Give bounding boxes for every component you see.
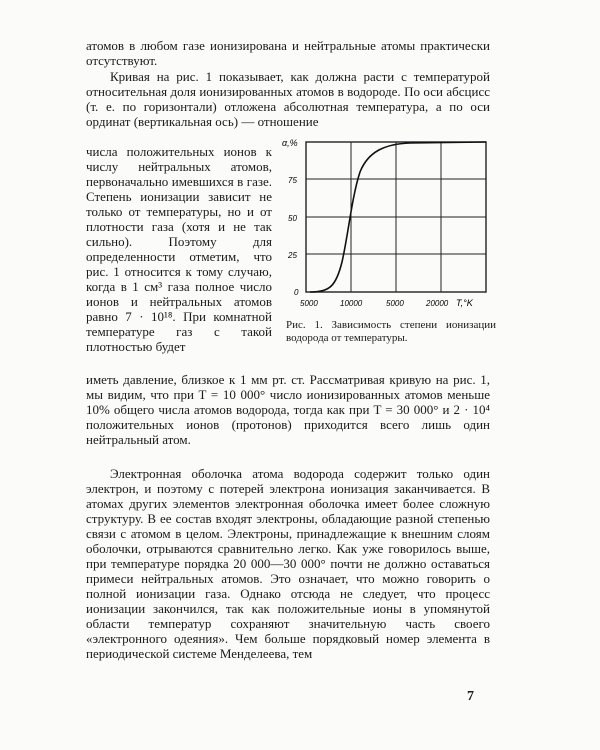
y-axis-label: α,% (282, 138, 298, 148)
paragraph-curve-conclusion: иметь давление, близкое к 1 мм рт. ст. Рассматривая кривую на рис. 1, мы видим, что при T = 10 000° число ионизированных атомов меньше 10% общего числа атомов водорода, тогда как при T = 30 000° и 2 · 10⁴ положительных ионов (протонов) приходится всего лишь один нейтральный атом. (86, 372, 490, 447)
y-tick-label: 75 (288, 176, 297, 185)
ionization-figure (280, 136, 496, 316)
paragraph-curve-intro: Кривая на рис. 1 показывает, как должна расти с температурой относительная доля ионизированных атомов в водороде. По оси абсцисс (т. е. по горизонтали) отложена абсолютная температура, а по оси ординат (вертикальная ось) — отношение (86, 69, 490, 129)
figure-caption: Рис. 1. Зависимость степени ионизации водорода от температуры. (286, 319, 496, 344)
y-tick-label: 50 (288, 214, 297, 223)
x-axis-label: T,°K (456, 298, 473, 308)
paragraph-wrapped-text: числа положительных ионов к числу нейтральных атомов, первоначально имевшихся в газе. Степень ионизации зависит не только от температуры, но и от плотности газа (хотя и не так сильно). Поэтому для определенности отметим, что рис. 1 относится к тому случаю, когда в 1 см³ газа полное число ионов и нейтральных атомов равно 7 · 10¹⁸. При комнатной температуре газ с такой плотностью будет (86, 144, 272, 354)
ionization-chart (280, 136, 496, 316)
x-tick-label: 10000 (340, 299, 363, 308)
x-tick-label: 20000 (426, 299, 449, 308)
y-tick-label: 0 (294, 288, 299, 297)
page-number: 7 (467, 689, 474, 704)
paragraph-continuation: атомов в любом газе ионизирована и нейтральные атомы практически отсутствуют. (86, 38, 490, 68)
y-tick-label: 25 (288, 251, 297, 260)
x-tick-label: 5000 (386, 299, 404, 308)
paragraph-electron-shell: Электронная оболочка атома водорода содержит только один электрон, и поэтому с потерей электрона ионизация заканчивается. В атомах других элементов электронная оболочка имеет более сложную структуру. В ее состав входят электроны, обладающие разной степенью связи с атомом в целом. Электроны, принадлежащие к внешним слоям оболочки, отрываются сравнительно легко. Как уже говорилось выше, при температуре порядка 20 000—30 000° почти не должно оставаться примеси нейтральных атомов. Это означает, что можно говорить о полной ионизации газа. Однако отсюда не следует, что процесс ионизации закончился, так как положительные ионы в упомянутой области температур сохраняют значительную часть своего «электронного одеяния». Чем больше порядковый номер элемента в периодической системе Менделеева, тем (86, 466, 490, 661)
x-tick-label: 5000 (300, 299, 318, 308)
